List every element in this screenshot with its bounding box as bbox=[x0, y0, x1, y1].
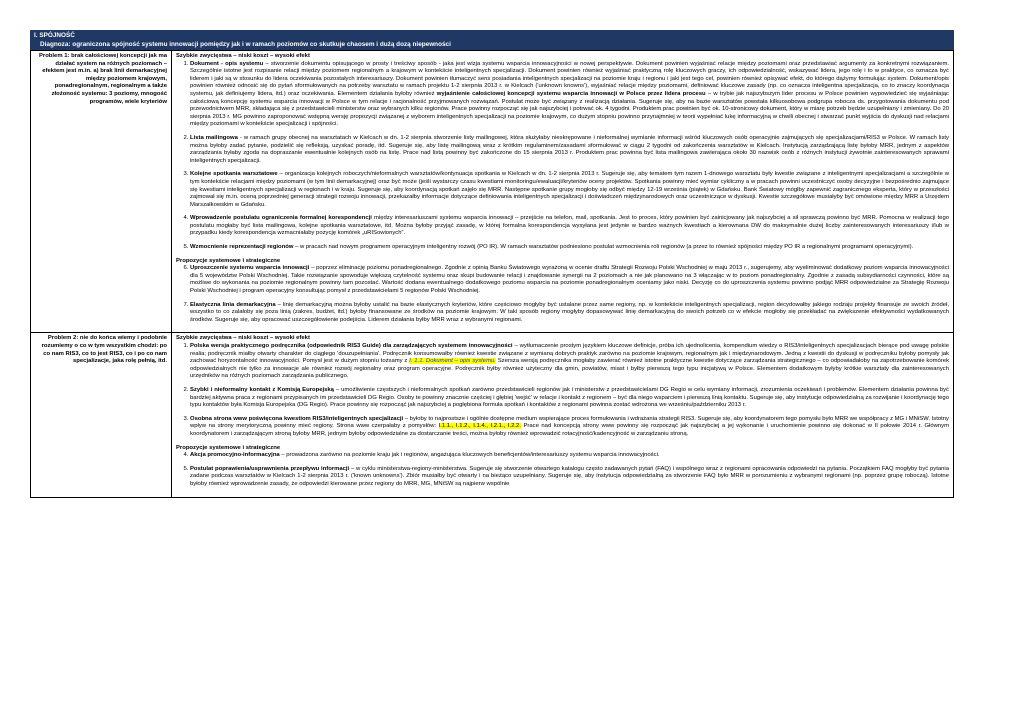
proposal-item bbox=[190, 135, 949, 165]
proposal-text: – linię demarkacyjną można byłoby ustalić na bazie elastycznych kryteriów, które częściowo mogłyby być ustalane przez same regiony, np. w kontekście inteligentnych specjalizacji, region decydowałby jakiego rodzaju projekty finansuje ze swoich źródeł, wszystko to co zalałoby się poza linią (zakres, budżet, itd.) byłoby finansowane ze środków na poziomie krajowym. W taki sposób regiony mogłyby dopasowywać linię demarkacyjną do swoich potrzeb co w efekcie mogłoby się przekładać na zwiększenie efektywności wydatkowanych środków. Sugeruje się, aby opracować uszczegółowienie podejścia. Liderem działania byłby MRR wraz z wybranymi regionami. bbox=[190, 301, 949, 323]
proposal-item bbox=[190, 265, 949, 295]
proposal-text: – w cyklu ministerstwa-regiony-ministerstwa. Sugeruje się stworzenie otwartego katalogu często zadawanych pytań (FAQ) i wspólnego wraz z regionami opracowania odpowiedzi na pytania. Początkiem FAQ mogłyby być pytania zadane podczas warsztatów w Kielcach 1-2 sierpnia 2013 r. ('known unknowns'). Zbiór musiałby być otwarty i na bieżąco uzupełniany. Sugeruje się, aby instytucja odpowiedzialną za stworzenie FAQ było MRR w porozumieniu z wybranymi regionami (np. poprzez grupę roboczą). Istotne byłoby również wprowadzenie zasady, że odpowiedzi kierowane przez regiony do MRR, MG, MNiSW są najpierw wspólnie bbox=[190, 465, 949, 487]
problem-description: Problem 1: brak całościowej koncepcji jak ma działać system na różnych poziomach – efektem jest m.in. a) brak linii demarkacyjnej między poziomem krajowym, ponadregionalnym, regionalnym a także złożoność systemu: 3 poziomy, mnogość programów, wiele kryteriów bbox=[31, 51, 172, 333]
solutions-cell bbox=[172, 51, 954, 333]
problems-table bbox=[30, 50, 954, 498]
proposal-item bbox=[190, 343, 949, 381]
spreadsheet-page bbox=[30, 30, 954, 498]
proposal-title: Postulat poprawienia/usprawnienia przepływu informacji bbox=[190, 465, 350, 472]
highlighted-reference: I. 1.1. Dokument – opis systemu. bbox=[409, 358, 496, 365]
proposal-text: – umożliwienie częstszych i nieformalnych spotkań zarówno przedstawicieli regionów jak i ministerstw z przedstawicielami DG Regio w celu wymiany informacji, zrozumienia oczekiwań i problemów. Elementem działania powinna być bardziej aktywna praca z regionami przypisanych im przedstawicieli DG Regio. Osoby te powinny znacznie częściej i głębiej 'wejść' w relacje i kontakt z regionem – być dla niego wsparciem i pierwszą linią kontaktu. Sugeruje się, aby instytucje odpowiedzialną za rozwijanie i koordynację tego typu kontaktów była Komisja Europejska (DG Regio). Prace powinny się rozpocząć jak najszybciej a pogłębiona formuła spotkań i kontaktów z regionami powinna zostać wdrożona we wrześniu/październiku 2013 r. bbox=[190, 386, 950, 409]
proposal-title: Wzmocnienie reprezentacji regionów bbox=[190, 244, 294, 251]
problem-row bbox=[31, 51, 954, 333]
proposal-text: – byłoby to najprostsze i ogólnie dostępne medium wspierające proces formułowania i wdrażania strategii RIS3. Sugeruje się, aby koordynatorem tego pomysłu było MRR we współpracy z MG i MNiSW. Istotny wpływ na strony merytoryczną powinny mieć regiony. Strona www czerpałaby z pomysłów: bbox=[190, 415, 949, 430]
proposal-item bbox=[190, 452, 949, 460]
proposal-list bbox=[176, 452, 949, 488]
proposal-list bbox=[176, 61, 949, 252]
proposal-item bbox=[190, 215, 949, 238]
proposal-item bbox=[190, 302, 949, 325]
proposal-title: Polska wersja praktycznego podręcznika (odpowiednik RIS3 Guide) dla zarządzających systemem innowacyjności bbox=[190, 343, 513, 349]
proposal-list bbox=[176, 265, 949, 324]
proposal-title: Szybki i nieformalny kontakt z Komisją Europejską bbox=[190, 386, 334, 393]
proposal-item bbox=[190, 416, 949, 439]
highlighted-reference: I.1.1., I.1.2., I.1.4., I.2.1., I.2.2. bbox=[438, 423, 521, 430]
proposal-title: Dokument - opis systemu bbox=[190, 60, 264, 67]
proposal-text: między interesariuszami systemu wsparcia innowacji – przejście na telefon, mail, spotkania. Jest to proces, który powinien być zainicjowany jak najszybciej a sił sprawczą powinno być MRR. Pomocna w realizacji tego postulatu mogłaby być lista mailingowa, kolejne spotkania warsztatowe, itd. Można byłoby przyjąć zasadę, w której formalna korespondencja wysyłana jest jedynie w bardzo ważnych kwestiach a kierownana DW do maksymalnie dużej liczby zainteresowanych interesariuszy i/lub w przypadku kiedy korespondencja wzmacniałaby pozycję komórek „uRISowionych”. bbox=[190, 215, 949, 237]
section-heading: Propozycje systemowe i strategiczne bbox=[176, 257, 281, 264]
proposal-title: Uproszczenie systemu wsparcia innowacji bbox=[190, 265, 310, 272]
section-heading: Propozycje systemowe i strategiczne bbox=[176, 444, 281, 451]
diagnosis-line: Diagnoza: ograniczona spójność systemu innowacji pomiędzy jak i w ramach poziomów co skutkuje chaosem i dużą dozą niepewności bbox=[40, 41, 451, 48]
proposal-text: – w pracach nad nowym programem operacyjnym inteligentny rozwój (PO IR). W ramach warsztatów podniesiono postulat wzmocnienia roli regionów (a przez to również spójności między PO IR a regionalnymi programami operacyjnymi). bbox=[293, 244, 914, 251]
proposal-item bbox=[190, 244, 949, 252]
proposal-text: – wytłumaczenie prostym językiem kluczowe definicje, próba ich ujednolicenia, kompendium wiedzy o RIS3/inteligentnych specjalizacjach bierące pod uwagę polskie realia; podręcznik miałby otwarty charakter do ciągłego 'douzupełniania'. Podręcznik konsumowałby również kwestie związane z wymianą dobrych praktyk zarówno na poziomie krajowym, regionalnym jak i międzynarodowym. Jedną z kwestii do dyskusji w podręczniku byłoby pomysły jak zachować horyzontalność innowacyjności. Pomysł jest w dużym stopniu tożsamy z bbox=[190, 343, 950, 365]
proposal-title: Wprowadzenie postulatu ograniczenia formalnej korespondencji bbox=[190, 215, 372, 222]
section-header bbox=[30, 30, 954, 50]
proposal-title: Akcja promocyjno-informacyjna bbox=[190, 452, 280, 459]
proposal-emphasis: wyjaśnienie całościowej koncepcji systemu wsparcia innowacji w Polsce przez lidera procesu bbox=[436, 90, 706, 97]
problem-row bbox=[31, 333, 954, 497]
proposal-text: – poprzez eliminację poziomu ponadregionalnego. Zgodnie z opinią Banku Światowego wyrażoną w ocenie draftu Strategii Rozwoju Polski Wschodniej w maju 2013 r., sugerujemy, aby wyeliminować dodatkowy poziom wsparcia innowacyjności dla 5 województw Polski Wschodniej. Takie rozwiązanie spowoduje większą czytelność systemu oraz skupi budowanie relacji i znajdowanie synergii na 2 poziomach a nie jak planowano na 3 włączając w to poziom ponadregionalny. Zgodnie z zasadą subsydiarności czynności, które są możliwe do wykonania na poziomie regionalnym powinny tam pozostać. Wartość dodana ewentualnego dodatkowego poziomu wsparcia na poziomie ponadregionalnym oceniamy jako niski. Decyzję co do uproszczenia systemu powinno podjąć MRR odpowiedzialne za Strategię Rozwoju Polski Wschodniej i program operacyjny konsultując pomysł z przedstawicielami 5 regionów Polski Wschodniej. bbox=[190, 265, 949, 295]
proposal-list bbox=[176, 343, 949, 439]
proposal-item bbox=[190, 466, 949, 489]
proposal-text: - w ramach grupy obecnej na warsztatach w Kielcach w dn. 1-2 sierpnia stworzenie listy mailingowej, która służyłaby nieskrępowane i nieformalnej wymianie informacji wśród kluczowych osób operacyjnie zajmujących się specjalizacjami/RIS3 w Polsce. W ramach listy można byłoby zadać pytanie, podzielić się refleksją, uzyskać poradę, itd. Sugeruje się, aby listę mailingową wraz z krótkim regulaminem/zasadami sformułować w ciągu 2 tygodni od zakończenia warsztatów w Kielcach. Instytucją zarządzającą listę byłoby MRR, jednym z aspektów zarządzania byłaby zgoda na dopraszanie ewentualnie kolejnych osób na listę. Prace nad listą powinny być zakończone do 15 sierpnia 2013 r. Produktem prac powinna być lista mailingowa zawierająca około 30 nazwisk osób z różnych instytucji żywotnie zainteresowanych sprawami inteligentnych specjalizacji. bbox=[190, 134, 949, 164]
proposal-text: – stworzenie dokumentu opisującego w prosty i treściwy sposób - jaka jest wizja systemu wsparcia innowacyjności w nowej perspektywie. Dokument powinien wyjaśniać relacje między poziomami oraz przedstawiać argumenty za konkretnymi rozwiązaniem. Szczególnie istotne jest rozpisanie relacji między poziomem regionalnym a krajowym w kontekście inteligentnych specjalizacji. Dokument powinien również wyjaśniać praktyczną rolę kluczowych graczy, ich odpowiedzialność, wskazywać lidera, jego rolę i to w praktyce, co oznacza być liderem i jaki są w stosunku do lidera oczekiwania pozostałych interesariuszy. Dokument powinien tłumaczyć sens posiadania inteligentnych specjalizacji na poziomie kraju i regionu i jaki jest tego cel, powinien również opisywać efekt, do którego dążymy formułując system. Dokument/opis powinien również odnosić się do pytań sformułowanych na potrzeby warsztatu w ramach projektu 1-2 sierpnia 2013 r. w Kielcach ('unknown knowns'), wyjaśniać relacje między poziomami, definiować kluczowe zasady (np. co oznacza inteligentna specjalizacja, co to znaczy koordynacja systemu, jak definiujemy lidera, itd.) oraz oczekiwania. Elementem działania byłoby również bbox=[190, 60, 950, 97]
proposal-item bbox=[190, 387, 949, 410]
section-heading: Szybkie zwycięstwa – niski koszt – wysoki efekt bbox=[176, 335, 310, 342]
proposal-text: – prowadzona zarówno na poziomie kraju jak i regionów, angażująca kluczowych beneficjentów/interesariuszy systemu wsparcia innowacyjności. bbox=[279, 452, 660, 459]
proposal-text: – organizacja kolejnych roboczych/nieformalnych warsztatów/kontynuacja spotkania w Kielcach w dn. 1-2 sierpnia 2013 r. Sugeruje się, aby tematem tym razem 1-dnowego warsztatu były kwestie związane z inteligentnymi specjalizacjami a szczególnie w tym kontekście relacjami między poziomami (w tym linii demarkacyjnej) oraz być może (jeśli wystarczy czasu kwestiami monitoringu/ewaluacji/kryteriów oceny projektów. Spotkania powinny mieć wymiar cykliczny a w pracach powinni uczestniczyć osoby decyzyjne i bezpośrednio zajmujące się kwestiami inteligentnych specjalizacji w regionach i w kraju. Sugeruje się, aby koordynacją spotkań zajęło się MRR. Następne spotkanie grupy mogłoby się odbyć między 12-19 września (piątek) w Gdańsku. Bank Światowy mógłby zapewnić zagranicznego eksperta, który w przeszłości zajmował się m.in. oceną poprzedniej generacji strategii rozwoju innowacji, przekazałby informacje dotyczące definiowania inteligentnych specjalizacji i doświadczeń międzynarodowych oraz uczestniczące w dyskusji. Kwestie szczegółowe musiałyby być omówione między MRR a Urzędem Marszałkowskim w Gdańsku. bbox=[190, 171, 950, 208]
section-heading: Szybkie zwycięstwa – niski koszt – wysoki efekt bbox=[176, 53, 310, 59]
section-title: I. SPÓJNOŚĆ bbox=[34, 32, 75, 39]
proposal-title: Elastyczna linia demarkacyjna bbox=[190, 301, 276, 308]
proposal-item bbox=[190, 171, 949, 209]
proposal-title: Lista mailingowa bbox=[190, 134, 238, 141]
proposal-title: Osobna strona www poświęcona kwestiom RIS3/inteligentnych specjalizacji bbox=[190, 415, 404, 422]
solutions-cell bbox=[172, 333, 954, 497]
proposal-text-continued: – w trybie jak najszybszym lider procesu w Polsce powinien wypowiedzieć się wyjaśniając całościową koncepcję systemu wsparcia innowacji w Polsce w tym relacje i racjonalność przyjmowanych rozwiązań. Postulat może być związany z realizacją działania. Sugeruje się, aby na bazie warsztatów powstała kilkuosobowa podgrupa robocza ds. przygotowania dokumentu pod przewodnictwem MRR, składająca się z przedstawicieli ministerstw oraz wybranych kilku regionów. Prace powinny rozpocząć się jak najszybciej i potrwać ok. 4 tygodni. Produktem prac powinien być ok. 10-stronicowy dokument, który w miarę potrzeb będzie uzupełniany i zmieniany. Do 20 sierpnia 2013 r. MG powinno zaproponować wstępną wersję propozycji związanej z wyborem inteligentnych specjalizacji na poziomie krajowym, co dużym stopniu powinno przynajmniej w teorii wypełniać lukę informacyjną w chwili obecnej i stwarzać punkt wyjścia do dyskusji nad relacjami między poziomami w kontekście specjalizacji i spójności. bbox=[190, 90, 949, 128]
proposal-title: Kolejne spotkania warsztatowe bbox=[190, 171, 278, 178]
proposal-text-continued: Prace nad koncepcją strony www powinny się rozpocząć jak najszybciej a jej wykonanie i uruchomienie powinno się dokonać w II połowie 2014 r. Głównym koordynatorem i zarządzającym stroną byłoby MRR, jednym byłoby odpowiedzialne za dostarczanie treści, można byłoby również wprowadzić rotacyjność/kadencyjność w zarządzaniu stroną. bbox=[190, 423, 949, 437]
proposal-text-continued: Szersza wersją podręcznika mogłaby zawierać również istotne praktyczne kwestie dotyczące zarządzania strategicznego – co odpowiadałoby na zapotrzebowanie komórek odpowiedzialnych nie tylko za innowacje ale również rozwój regionalny oraz program operacyjne. Podręcznik byłby również użyteczny dla gmin, powiatów, miast i byłby pierwszą tego typu inicjatywą w Polsce. Elementem dodatkowym byłyby krótkie warsztaty dla zainteresowanych urzędników na różnych poziomach zarządzania publicznego. bbox=[190, 358, 950, 380]
problem-description: Problem 2: nie do końca wiemy i podobnie rozumiemy o co w tym wszystkim chodzi: po co nam RIS3, co to jest RIS3, co i po co nam specjalizacje, jaka rolę pełnią, itd. bbox=[31, 333, 172, 497]
proposal-item bbox=[190, 61, 949, 129]
